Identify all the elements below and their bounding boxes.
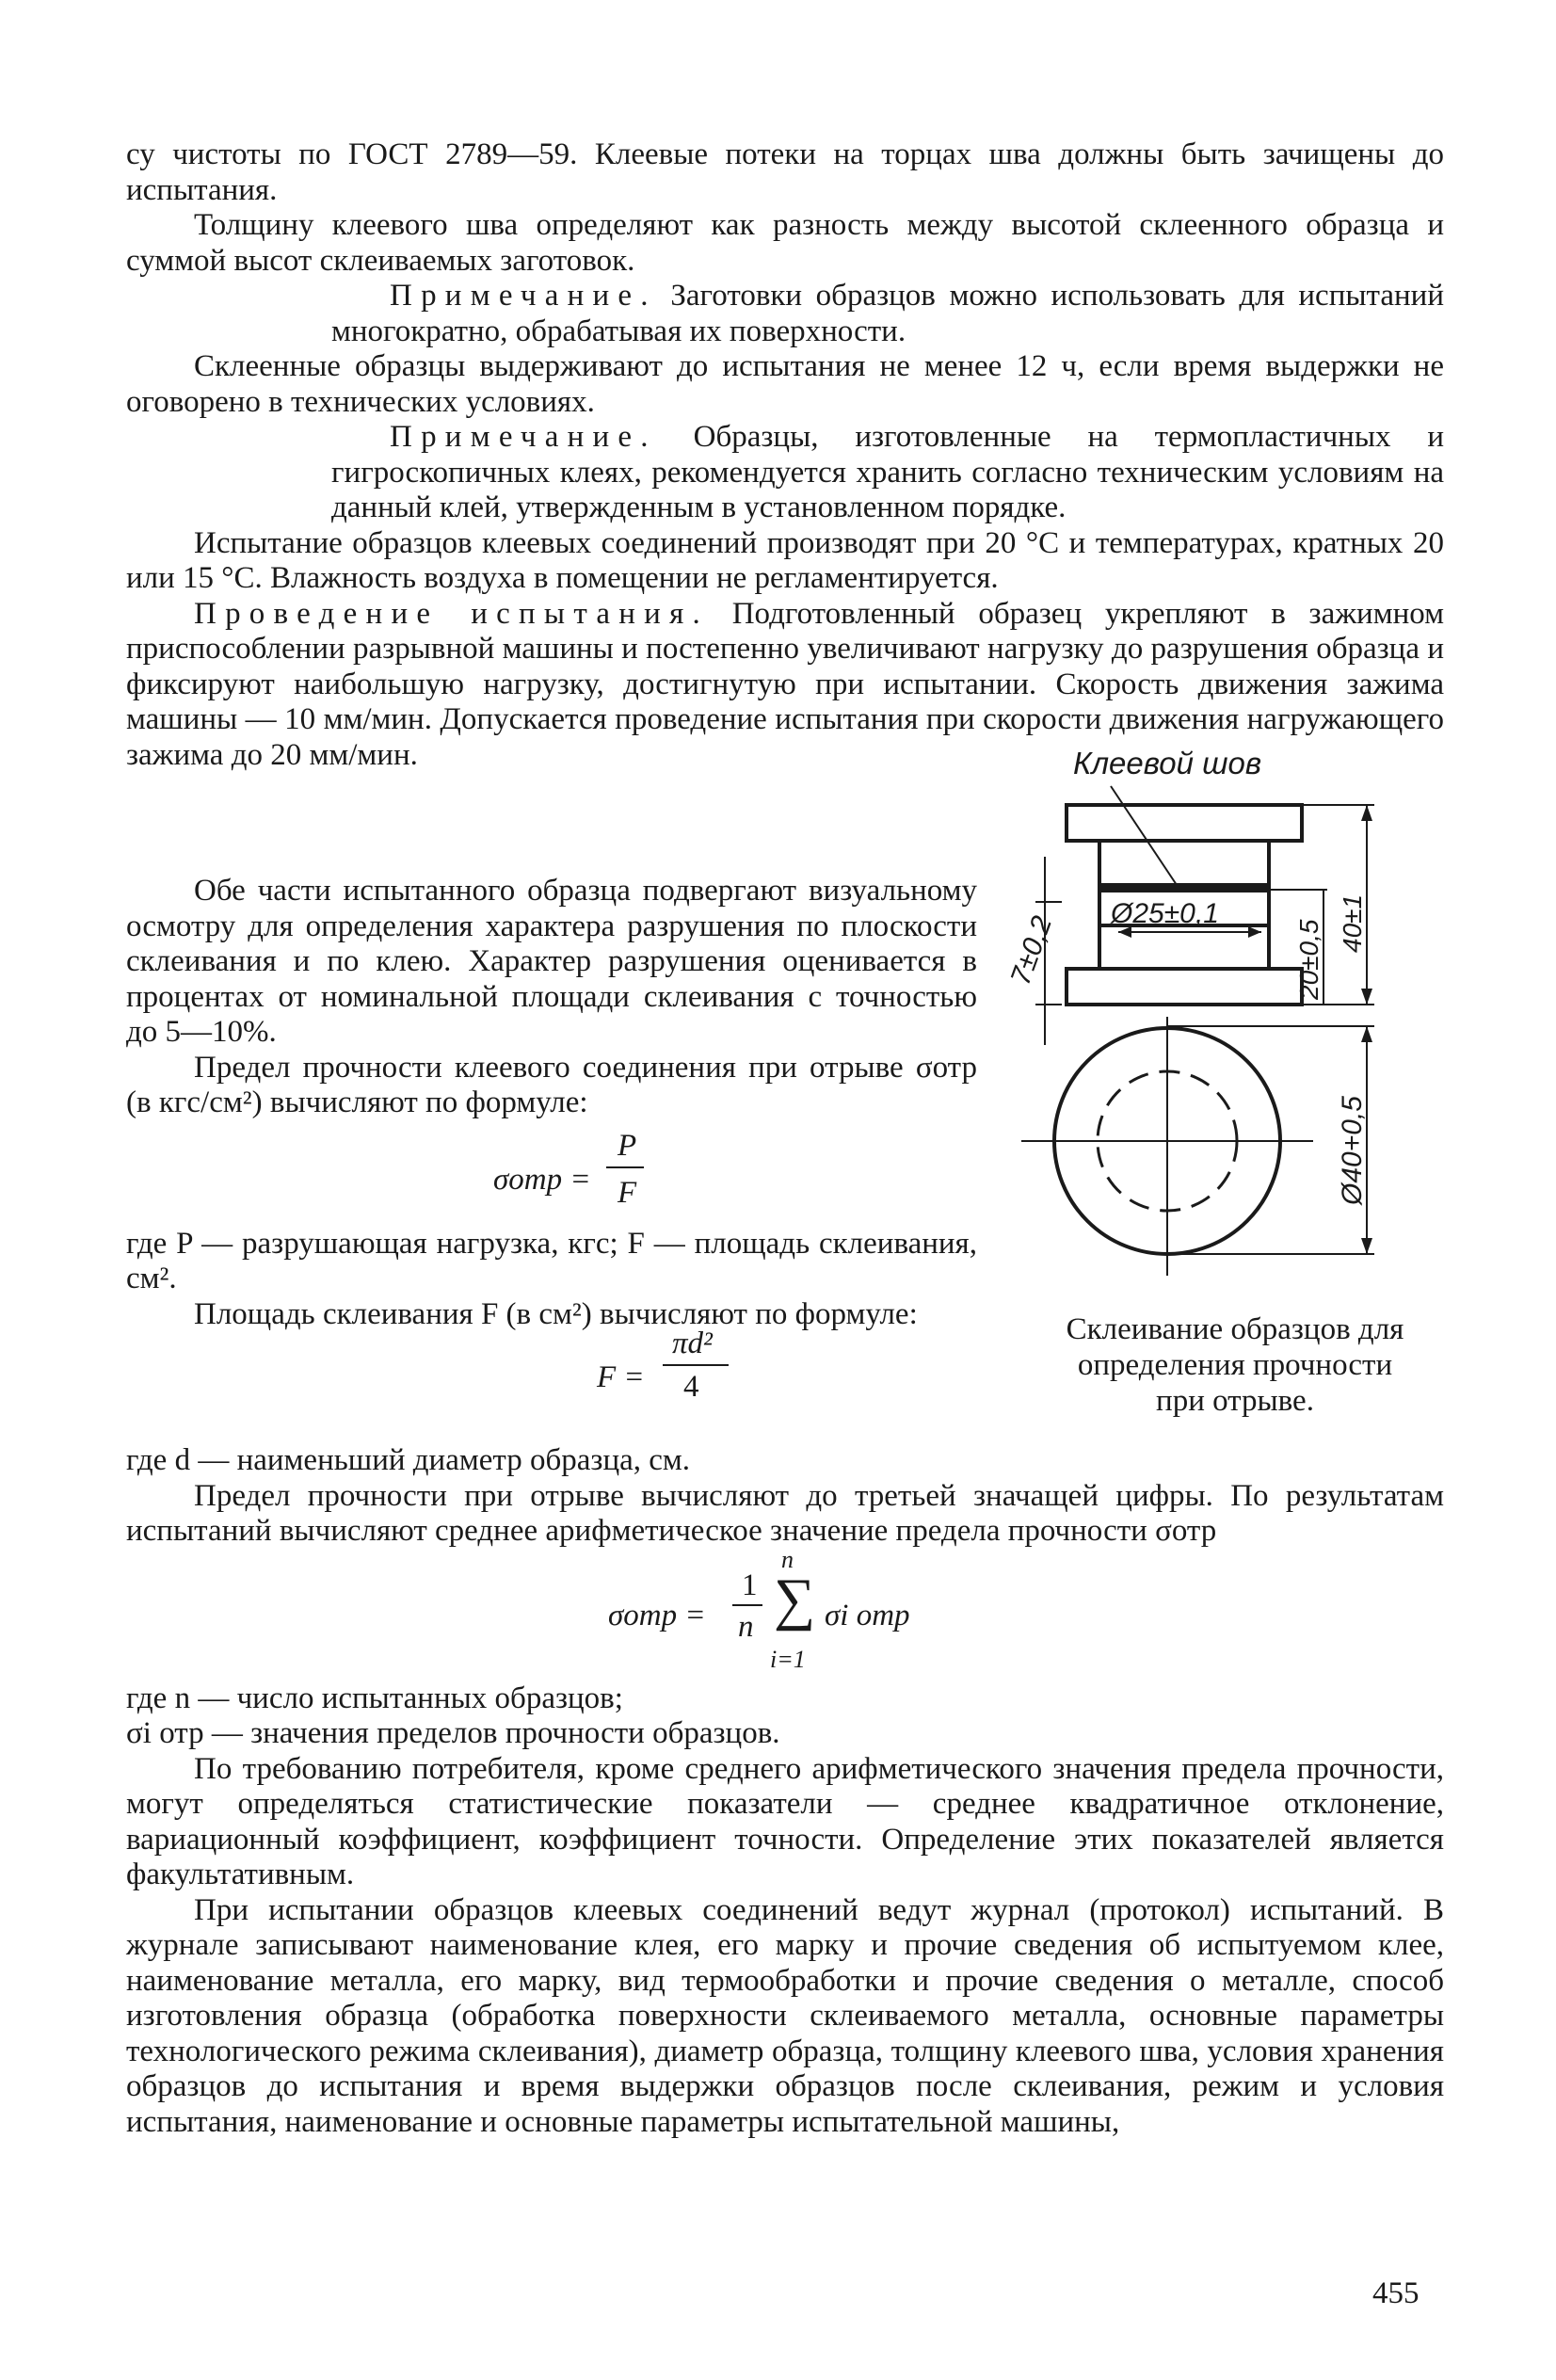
formula-denominator: F: [618, 1175, 637, 1210]
figure-title: Клеевой шов: [1073, 746, 1262, 780]
paragraph-area-intro: Площадь склеивания F (в см²) вычисляют по формуле:: [194, 1296, 918, 1331]
arrow-icon: [1361, 805, 1372, 821]
fraction-bar: [732, 1604, 762, 1606]
formula-mean: [126, 1545, 1444, 1681]
formula-numerator: P: [618, 1128, 637, 1163]
top-text-block: [126, 137, 1444, 773]
caption-line: при отрыве.: [1156, 1384, 1314, 1418]
paragraph-where-sigma: σi отр — значения пределов прочности образцов.: [126, 1716, 780, 1750]
formula-denominator: 4: [683, 1370, 699, 1404]
note-text: Образцы, изготовленные на термопластичных и гигроскопичных клеях, рекомендуется хранить согласно техническим условиям на данный клей, утвержденным в установленном порядке.: [331, 420, 1444, 524]
paragraph-where-n: где n — число испытанных образцов;: [126, 1680, 623, 1715]
formula-area: [126, 1327, 977, 1426]
dim-total-height: 40±1: [1338, 893, 1367, 953]
figure-caption: [1028, 1311, 1442, 1419]
note-label: Примечание.: [390, 420, 657, 454]
top-flange: [1067, 805, 1302, 841]
dim-half-height: 20±0,5: [1294, 919, 1323, 1000]
caption-line: Склеивание образцов для: [1066, 1312, 1404, 1346]
fraction-bar: [663, 1364, 729, 1366]
formula-lhs: F =: [597, 1360, 645, 1394]
paragraph-inspection: Обе части испытанного образца подвергают визуальному осмотру для определения характера разрушения по плоскости склеивания и по клею. Характер разрушения оценивается в процентах от номинальной площади склеивания с точностью до 5—10%.: [126, 874, 977, 1049]
arrow-icon: [1361, 989, 1372, 1005]
dim-diameter: Ø25±0,1: [1111, 898, 1219, 929]
adhesive-seam: [1099, 883, 1269, 892]
paragraph-where-d: где d — наименьший диаметр образца, см.: [126, 1443, 691, 1477]
paragraph-surface-finish: су чистоты по ГОСТ 2789—59. Клеевые потеки на торцах шва должны быть зачищены до испытания.: [126, 137, 1444, 207]
arrow-icon: [1248, 926, 1261, 938]
note-storage: [331, 420, 1444, 526]
paragraph-consumer: По требованию потребителя, кроме среднего арифметического значения предела прочности, могут определяться статистические показатели — среднее квадратичное отклонение, вариационный коэффициент, коэффициент точности. Определение этих показателей является факультативным.: [126, 1751, 1444, 1891]
formula-numerator: 1: [742, 1568, 758, 1602]
left-column: [126, 874, 977, 1426]
bottom-flange: [1067, 969, 1302, 1005]
paragraph-seam-thickness: Толщину клеевого шва определяют как разность между высотой склеенного образца и суммой высот склеиваемых заготовок.: [126, 208, 1444, 278]
bottom-text-block: [126, 1443, 1444, 2140]
sum-sign: ∑: [774, 1567, 816, 1632]
sum-term: σi отр: [825, 1598, 910, 1632]
paragraph-hold-time: Склеенные образцы выдерживают до испытания не менее 12 ч, если время выдержки не оговорено в технических условиях.: [126, 349, 1444, 419]
fraction-bar: [606, 1166, 644, 1168]
specimen-drawing: [979, 734, 1450, 1299]
paragraph-where-p: где P — разрушающая нагрузка, кгс; F — площадь склеивания, см².: [126, 1226, 977, 1295]
paragraph-strength-intro: Предел прочности клеевого соединения при отрыве σотр (в кгс/см²) вычисляют по формуле:: [126, 1050, 977, 1119]
paragraph-third-digit: Предел прочности при отрыве вычисляют до третьей значащей цифры. По результатам испытаний вычисляют среднее арифметическое значение предела прочности σотр: [126, 1478, 1444, 1548]
paragraph-journal: При испытании образцов клеевых соединений ведут журнал (протокол) испытаний. В журнале записывают наименование клея, его марку и прочие сведения об испытуемом клее, наименование металла, его марку, вид термообработки и прочие сведения о металле, способ изготовления образца (обработка поверхности склеиваемого металла, основные параметры технологического режима склеивания), диаметр образца, толщину клеевого шва, условия хранения образцов до испытания и время выдержки образцов после склеивания, режим и условия испытания, наименование и основные параметры испытательной машины,: [126, 1892, 1444, 2139]
dim-gap: 7±0,2: [1004, 911, 1059, 989]
note-label: Примечание.: [390, 279, 657, 313]
sum-upper-limit: n: [781, 1545, 794, 1573]
note-blanks: [331, 279, 1444, 349]
arrow-icon: [1361, 1026, 1372, 1042]
caption-line: определения прочности: [1077, 1348, 1393, 1382]
page-number: 455: [1372, 2276, 1420, 2310]
sum-lower-limit: i=1: [770, 1645, 806, 1673]
formula-sigma: [126, 1121, 977, 1227]
leader-line: [1111, 786, 1177, 885]
formula-numerator: πd²: [672, 1327, 713, 1360]
section-lead: Подготовленный образец укрепляют в зажимном приспособлении разрывной машины и постепенно увеличивают нагрузку до разрушения образца и фиксируют наибольшую нагрузку, достигнутую при испытании. Скорость движения зажима машины — 10 мм/мин. Допускается проведение испытания при скорости движения нагружающего зажима до 20 мм/мин.: [126, 596, 1444, 772]
note-text: Заготовки образцов можно использовать для испытаний многократно, обрабатывая их поверхности.: [331, 279, 1444, 348]
dim-outer-diameter: Ø40+0,5: [1337, 1096, 1368, 1205]
paragraph-temperature: Испытание образцов клеевых соединений производят при 20 °С и температурах, кратных 20 или 15 °С. Влажность воздуха в помещении не регламентируется.: [126, 525, 1444, 595]
formula-denominator: n: [738, 1609, 754, 1644]
formula-lhs: σотр =: [608, 1598, 706, 1632]
arrow-icon: [1361, 1238, 1372, 1254]
formula-lhs: σотр =: [493, 1162, 591, 1197]
section-heading: Проведение испытания.: [194, 596, 709, 631]
